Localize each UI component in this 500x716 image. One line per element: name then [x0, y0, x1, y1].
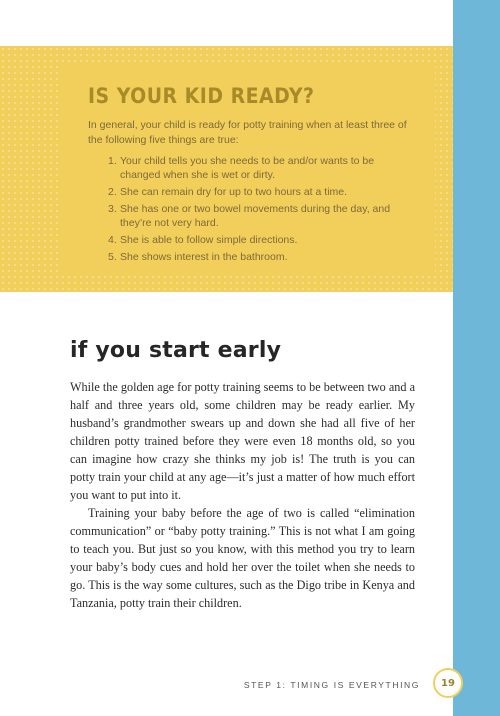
body-text	[70, 378, 415, 612]
list-item	[108, 250, 409, 264]
list-item-text: She is able to follow simple directions.	[120, 234, 298, 246]
paragraph: While the golden age for potty training seems to be between two and a half and three years old, some children may be ready earlier. My husband’s grandmother swears up and down she had all five of her children potty trained before they were even 18 months old, so you can imagine how crazy she thinks my job is! The truth is you can potty train your child at any age—it’s just a matter of how much effort you want to put into it.	[70, 380, 415, 502]
section-heading: if you start early	[70, 338, 282, 363]
list-item	[108, 233, 409, 247]
readiness-callout-box	[0, 46, 453, 292]
list-item-number: 3.	[108, 203, 117, 215]
list-item-number: 5.	[108, 251, 117, 263]
list-item-text: She can remain dry for up to two hours at a time.	[120, 186, 348, 198]
paragraph: Training your baby before the age of two is called “elimination communication” or “baby potty training.” This is not what I am going to teach you. But just so you know, with this method you try to learn your baby’s body cues and hold her over the toilet when she needs to go. This is the way some cultures, such as the Digo tribe in Kenya and Tanzania, potty train their children.	[70, 506, 415, 610]
list-item-number: 4.	[108, 234, 117, 246]
callout-content	[58, 66, 435, 274]
list-item-text: She shows interest in the bathroom.	[120, 251, 288, 263]
page-number-badge: 19	[433, 668, 463, 698]
running-footer: STEP 1: TIMING IS EVERYTHING	[243, 680, 420, 690]
callout-intro: In general, your child is ready for potty training when at least three of the following five things are true:	[88, 119, 407, 146]
callout-title: IS YOUR KID READY?	[88, 84, 315, 108]
list-item-text: She has one or two bowel movements during the day, and they’re not very hard.	[120, 203, 391, 229]
list-item	[108, 185, 409, 199]
list-item-number: 2.	[108, 186, 117, 198]
readiness-list	[88, 154, 409, 264]
side-color-strip	[453, 0, 500, 716]
list-item	[108, 202, 409, 230]
list-item-text: Your child tells you she needs to be and/or wants to be changed when she is wet or dirty.	[120, 155, 375, 181]
list-item-number: 1.	[108, 155, 117, 167]
list-item	[108, 154, 409, 182]
